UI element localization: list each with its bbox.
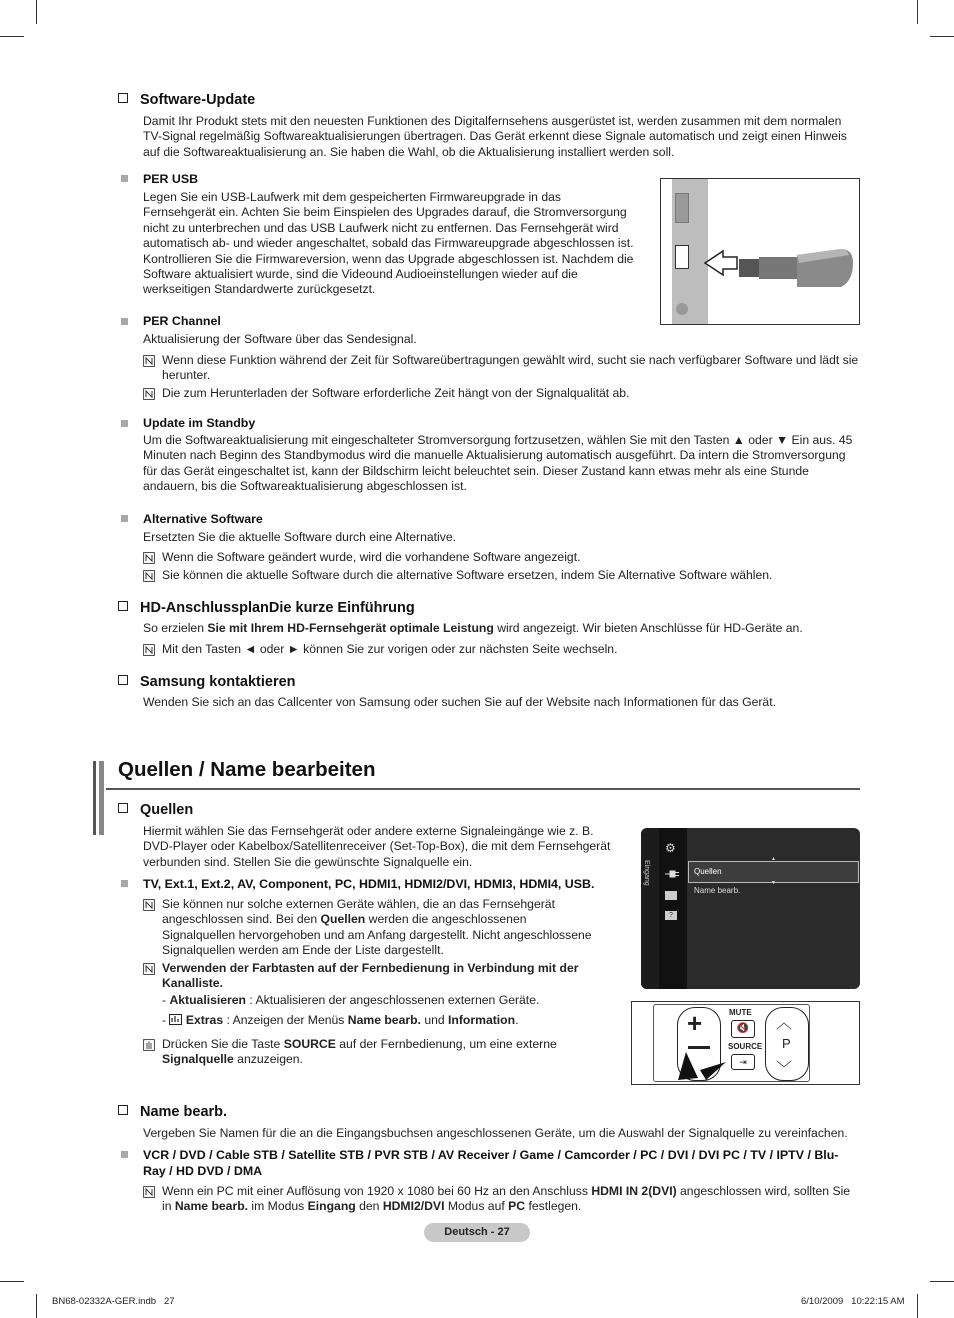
menu-figure (641, 828, 860, 989)
hd-plan-text (143, 621, 859, 636)
chevron-up-icon: ︿ (776, 1015, 793, 1032)
usb-figure (660, 178, 860, 325)
support-icon: ? (665, 911, 677, 920)
text: : Anzeigen der Menüs (223, 1013, 348, 1027)
channel-label: P (782, 1036, 791, 1051)
text-bold: Name bearb. (347, 1013, 421, 1027)
page-number-badge: Deutsch - 27 (424, 1223, 530, 1242)
usb-drive-icon (701, 241, 861, 297)
crop-mark (36, 0, 37, 24)
text: anzuzeigen. (233, 1052, 303, 1067)
crop-mark (36, 1294, 37, 1318)
text: Wenn ein PC mit einer Auflösung von 1920 x 1080 bei 60 Hz an den Anschluss (162, 1184, 592, 1198)
text: Sie können nur solche externen Geräte wählen, die an das Fernsehgerät angeschlossen sind. Bei den (162, 897, 555, 927)
samsung-text: Wenden Sie sich an das Callcenter von Samsung oder suchen Sie auf der Website nach Informationen für das Gerät. (143, 695, 776, 709)
square-bullet-icon (121, 420, 128, 427)
text: : Aktualisieren der angeschlossenen externen Geräte. (246, 993, 540, 1007)
heading-text: Quellen (140, 802, 194, 818)
chevron-down-icon: ﹀ (776, 1061, 793, 1078)
section-heading-software-update (118, 92, 255, 108)
usb-port-icon (675, 245, 689, 269)
menu-item-name-bearb[interactable]: Name bearb. (694, 886, 741, 895)
text-bold: Signalquelle (162, 1052, 234, 1067)
text: den (355, 1199, 383, 1214)
chapter-title: Quellen / Name bearbeiten (118, 758, 376, 781)
software-update-intro: Damit Ihr Produkt stets mit den neuesten Funktionen des Digitalfernsehens ausgerüstet ist, werden zusammen mit dem normalen TV-Signal regelmäßig Softwareaktualisierungen übertragen. Das Gerät erkennt diese Signale automatisch und zeigt einen Hinweis auf die Softwareaktualisierung an. Sie haben die Wahl, ob die Aktualisierung installiert werden soll. (143, 114, 847, 159)
text-bold: Quellen (320, 912, 366, 927)
text: im Modus (248, 1199, 308, 1214)
heading-text: Name bearb. (140, 1104, 228, 1120)
text-bold: Eingang (307, 1199, 356, 1214)
port-label-hdmi (673, 193, 687, 223)
text: auf der Fernbedienung, um eine externe (335, 1037, 557, 1051)
quellen-dash-1: - Aktualisieren : Aktualisieren der angeschlossenen externen Geräte. (162, 993, 540, 1007)
chapter-bar (93, 761, 96, 835)
note-icon (143, 962, 155, 974)
audio-jack-icon (676, 303, 688, 315)
text: werden die angeschlossenen Signalquellen hervorgehoben und am Anfang dargestellt. Nicht angeschlossene Signalquellen werden am Ende der Liste dargestellt. (162, 912, 592, 958)
crop-mark (930, 1281, 954, 1282)
text-bold: SOURCE (283, 1037, 336, 1051)
name-bearb-list: VCR / DVD / Cable STB / Satellite STB / PVR STB / AV Receiver / Game / Camcorder / PC / DVI / DVI PC / TV / IPTV / Blu- Ray / HD DVD / DMA (143, 1148, 839, 1178)
hand-note-icon (143, 1038, 155, 1050)
quellen-dash-2: - Extras : Anzeigen der Menüs Name bearb. und Information. (162, 1013, 519, 1027)
arrow-down-icon: ▼ (771, 880, 776, 886)
name-bearb-text: Vergeben Sie Namen für die an die Eingangsbuchsen angeschlossenen Geräte, um die Auswahl der Signalquelle zu vereinfachen. (143, 1126, 848, 1140)
volume-up-icon: + (687, 1008, 703, 1038)
subheading-per-channel: PER Channel (143, 314, 221, 328)
heading-text: Software-Update (140, 92, 256, 108)
source-button[interactable] (731, 1054, 755, 1070)
checkbox-bullet-icon (118, 601, 128, 611)
heading-text: HD-AnschlussplanDie kurze Einführung (140, 600, 415, 616)
text: Modus auf (444, 1199, 509, 1214)
note-icon (143, 387, 155, 399)
quellen-note-2: Verwenden der Farbtasten auf der Fernbedienung in Verbindung mit der Kanalliste. (162, 961, 579, 991)
text-bold: Sie mit Ihrem HD-Fernsehgerät optimale Leistung (207, 621, 494, 635)
heading-text: Samsung kontaktieren (140, 674, 296, 690)
alternative-note-1: Wenn die Software geändert wurde, wird die vorhandene Software angezeigt. (162, 550, 581, 564)
application-icon (665, 891, 677, 900)
text-bold: HDMI IN 2(DVI) (591, 1184, 677, 1198)
subheading-alternative: Alternative Software (143, 512, 263, 526)
alternative-text: Ersetzten Sie die aktuelle Software durch eine Alternative. (143, 530, 456, 544)
square-bullet-icon (121, 175, 128, 182)
remote-figure (631, 1001, 860, 1085)
footer-date: 6/10/2009 10:22:15 AM (801, 1296, 905, 1307)
subheading-standby: Update im Standby (143, 416, 256, 430)
crop-mark (917, 0, 918, 24)
per-channel-note-1: Wenn diese Funktion während der Zeit für Softwareübertragungen gewählt wird, sucht sie nach verfügbarer Software und lädt sie herunter. (162, 353, 859, 383)
text: Drücken Sie die Taste (162, 1037, 284, 1051)
input-plug-icon (664, 866, 680, 876)
note-icon (143, 643, 155, 655)
per-usb-text: Legen Sie ein USB-Laufwerk mit dem gespeicherten Firmwareupgrade in das Fernsehgerät ein. Achten Sie beim Einspielen des Upgrades darauf, die Stromversorgung nicht zu unterbrechen und das USB Laufwerk nicht zu entfernen. Das Fernsehgerät wird automatisch ab- und wieder angeschaltet, sobald das Firmwareupgrade abgeschlossen ist. Kontrollieren Sie die Firmwareversion, wenn das Upgrade abgeschlossen ist. Nachdem die Software aktualisiert wurde, sind die Videound Audioeinstellungen wieder auf die werkseitigen Standardwerte zurückgesetzt. (143, 190, 634, 297)
square-bullet-icon (121, 515, 128, 522)
crop-mark (0, 36, 24, 37)
name-bearb-note (162, 1184, 860, 1215)
text: angeschlossen wird, sollten Sie in (162, 1184, 851, 1214)
mute-label: MUTE (729, 1008, 752, 1017)
checkbox-bullet-icon (118, 675, 128, 685)
text-bold: Name bearb. (174, 1199, 249, 1214)
section-heading-quellen (118, 802, 193, 818)
quellen-note-3 (162, 1037, 582, 1068)
text-bold: Information (448, 1013, 516, 1027)
square-bullet-icon (121, 1151, 128, 1158)
chapter-rule (106, 788, 860, 790)
quellen-list: TV, Ext.1, Ext.2, AV, Component, PC, HDMI1, HDMI2/DVI, HDMI3, HDMI4, USB. (143, 877, 595, 891)
per-channel-text: Aktualisierung der Software über das Sendesignal. (143, 332, 417, 346)
crop-mark (930, 36, 954, 37)
section-heading-hd-plan (118, 600, 415, 616)
gear-icon: ⚙ (665, 841, 676, 855)
note-icon (143, 1185, 155, 1197)
text: und (420, 1013, 449, 1027)
arrow-up-icon: ▲ (771, 856, 776, 862)
menu-side-strip (641, 828, 659, 989)
source-label: SOURCE (728, 1042, 763, 1051)
mute-button[interactable] (731, 1020, 755, 1038)
text-bold: Extras (185, 1013, 224, 1027)
footer-file-info: BN68-02332A-GER.indb 27 (52, 1296, 175, 1307)
square-bullet-icon (121, 318, 128, 325)
checkbox-bullet-icon (118, 1105, 128, 1115)
standby-text: Um die Softwareaktualisierung mit eingeschalteter Stromversorgung fortzusetzen, wählen Sie mit den Tasten ▲ oder ▼ Ein aus. 45 Minuten nach Beginn des Standbymodus wird die manuelle Aktualisierung automatisch ausgeführt. Da intern die Stromversorgung für das Gerät eingeschaltet ist, kann der Bildschirm leicht beleuchtet sein. Dieser Zustand kann etwas mehr als eine Stunde andauern, bis die Softwareaktualisierung abgeschlossen ist. (143, 433, 853, 494)
square-bullet-icon (121, 880, 128, 887)
text-bold: PC (508, 1199, 526, 1214)
note-icon (143, 354, 155, 366)
checkbox-bullet-icon (118, 803, 128, 813)
source-input-icon: ⇥ (739, 1057, 747, 1067)
text: wird angezeigt. Wir bieten Anschlüsse für HD-Geräte an. (493, 621, 803, 635)
quellen-note-1 (162, 897, 602, 959)
menu-side-label: Eingang (643, 860, 650, 886)
mute-speaker-icon: 🔇 (736, 1023, 750, 1034)
text-bold: Aktualisieren (169, 993, 246, 1007)
crop-mark (0, 1281, 24, 1282)
checkbox-bullet-icon (118, 93, 128, 103)
menu-item-label: Quellen (694, 867, 722, 876)
crop-mark (917, 1294, 918, 1318)
pointer-arrow-icon (676, 1048, 728, 1082)
text: festlegen. (525, 1199, 582, 1214)
chapter-bar (99, 761, 104, 835)
text-bold: HDMI2/DVI (382, 1199, 445, 1214)
per-channel-note-2: Die zum Herunterladen der Software erforderliche Zeit hängt von der Signalqualität ab. (162, 386, 630, 400)
note-icon (143, 898, 155, 910)
channel-rocker[interactable] (765, 1007, 809, 1081)
text: So erzielen (143, 621, 208, 635)
note-icon (143, 551, 155, 563)
alternative-note-2: Sie können die aktuelle Software durch die alternative Software ersetzen, indem Sie Alternative Software wählen. (162, 568, 773, 582)
hd-plan-note: Mit den Tasten ◄ oder ► können Sie zur vorigen oder zur nächsten Seite wechseln. (162, 642, 618, 656)
section-heading-samsung (118, 674, 296, 690)
text: . (515, 1013, 519, 1027)
quellen-text: Hiermit wählen Sie das Fernsehgerät oder andere externe Signaleingänge wie z. B. DVD-Player oder Kabelbox/Satellitenreceiver (Set-Top-Box), die mit dem Fernsehgerät verbunden sind. Stellen Sie die gewünschte Signalquelle ein. (143, 824, 611, 869)
section-heading-name-bearb (118, 1104, 227, 1120)
extras-icon (169, 1014, 182, 1025)
note-icon (143, 569, 155, 581)
subheading-per-usb: PER USB (143, 172, 199, 186)
